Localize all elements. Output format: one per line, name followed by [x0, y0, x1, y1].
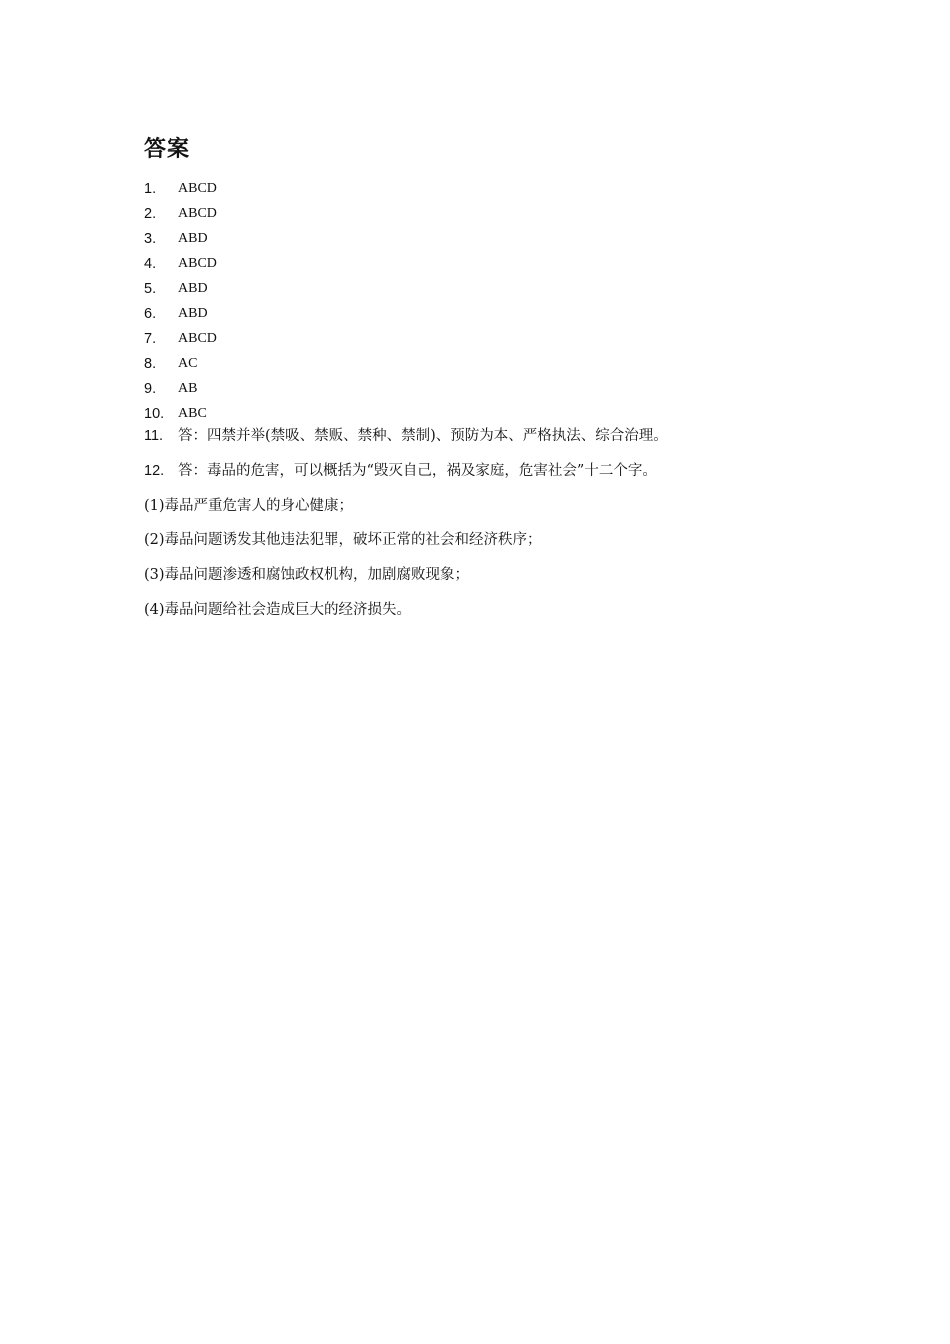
item-answer: AC — [178, 355, 198, 371]
item-number: 1. — [144, 180, 157, 197]
list-item — [144, 176, 844, 201]
item-answer: ABCD — [178, 255, 217, 271]
list-item — [144, 276, 844, 301]
item-answer: ABCD — [178, 180, 217, 196]
item-answer: ABCD — [178, 205, 217, 221]
item-number: 3. — [144, 230, 157, 247]
item-answer: AB — [178, 380, 198, 396]
item-answer: ABC — [178, 405, 207, 421]
item-number: 11. — [144, 428, 164, 444]
list-item — [144, 301, 844, 326]
item-number: 4. — [144, 255, 157, 272]
item-number: 5. — [144, 280, 157, 297]
answer-11 — [144, 426, 864, 446]
item-number: 7. — [144, 330, 157, 347]
point-3: (3)毒品问题渗透和腐蚀政权机构，加剧腐败现象； — [144, 567, 470, 583]
item-number: 8. — [144, 355, 157, 372]
item-number: 9. — [144, 380, 157, 397]
item-number: 10. — [144, 405, 165, 422]
answer-list — [144, 176, 844, 426]
point-1: (1)毒品严重危害人的身心健康； — [144, 498, 354, 514]
answer-12-text: 答：毒品的危害，可以概括为“毁灭自己，祸及家庭，危害社会”十二个字。 — [178, 463, 657, 479]
answer-11-text: 答：四禁并举(禁吸、禁贩、禁种、禁制)、预防为本、严格执法、综合治理。 — [178, 428, 668, 444]
point-2: (2)毒品问题诱发其他违法犯罪，破坏正常的社会和经济秩序； — [144, 532, 542, 548]
point-4: (4)毒品问题给社会造成巨大的经济损失。 — [144, 602, 412, 618]
item-number: 6. — [144, 305, 157, 322]
list-item — [144, 351, 844, 376]
list-item — [144, 401, 844, 426]
item-answer: ABCD — [178, 330, 217, 346]
item-answer: ABD — [178, 280, 208, 296]
page-title: 答案 — [144, 137, 191, 162]
item-number: 2. — [144, 205, 157, 222]
item-answer: ABD — [178, 230, 208, 246]
list-item — [144, 376, 844, 401]
item-answer: ABD — [178, 305, 208, 321]
item-number: 12. — [144, 463, 165, 479]
list-item — [144, 251, 844, 276]
list-item — [144, 226, 844, 251]
list-item — [144, 326, 844, 351]
list-item — [144, 201, 844, 226]
answer-12 — [144, 461, 864, 481]
